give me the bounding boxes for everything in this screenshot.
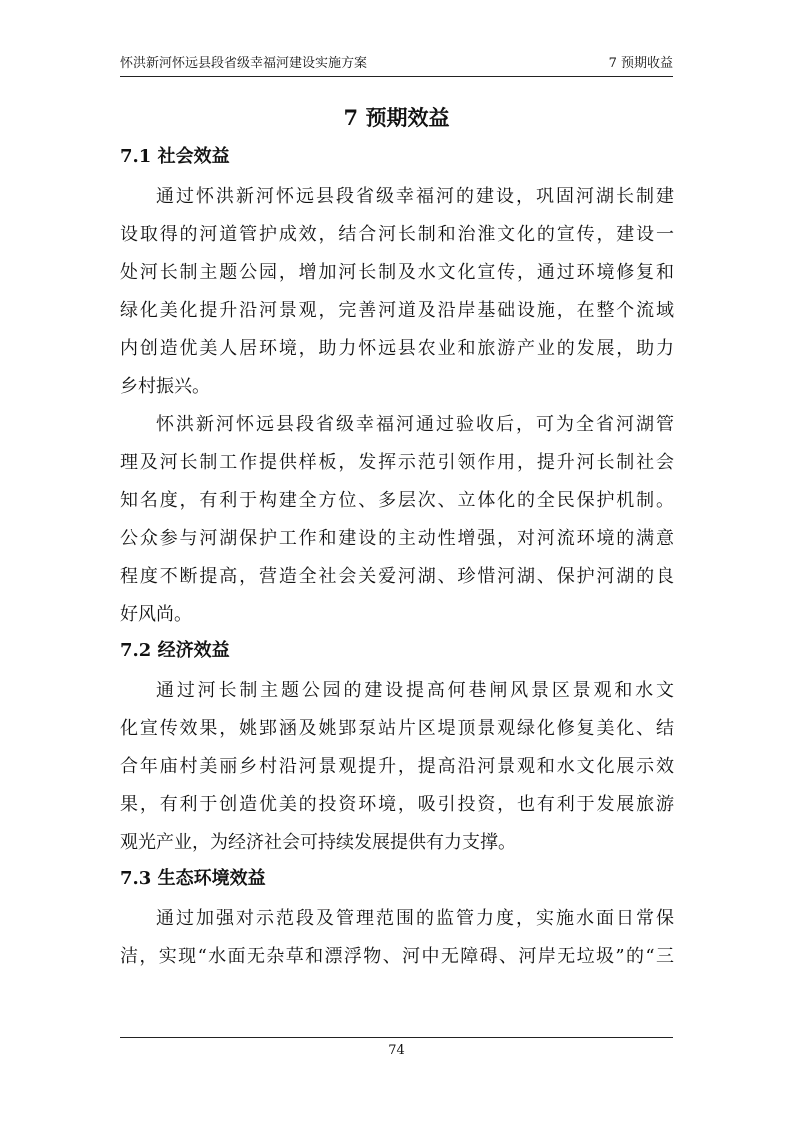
text-line: 绿化美化提升沿河景观，完善河道及沿岸基础设施，在整个流域 (120, 300, 674, 321)
section-title-economic: 7.2 经济效益 (120, 640, 230, 661)
paragraph (120, 900, 674, 976)
header-divider (120, 76, 673, 77)
text-line: 内创造优美人居环境，助力怀远县农业和旅游产业的发展，助力 (120, 338, 674, 359)
document-body (120, 140, 674, 976)
text-line: 合年庙村美丽乡村沿河景观提升，提高沿河景观和水文化展示效 (120, 756, 674, 777)
text-line: 知名度，有利于构建全方位、多层次、立体化的全民保护机制。 (120, 490, 674, 511)
text-line: 化宣传效果，姚郢涵及姚郢泵站片区堤顶景观绿化修复美化、结 (120, 718, 674, 739)
section-title-ecological: 7.3 生态环境效益 (120, 868, 266, 889)
header-chapter-label: 7 预期收益 (608, 56, 673, 71)
text-line: 果，有利于创造优美的投资环境，吸引投资，也有利于发展旅游 (120, 794, 674, 815)
chapter-title: 7 预期效益 (343, 105, 450, 130)
section-title-social: 7.1 社会效益 (120, 146, 230, 167)
text-line: 通过河长制主题公园的建设提高何巷闸风景区景观和水文 (156, 680, 674, 701)
text-line: 处河长制主题公园，增加河长制及水文化宣传，通过环境修复和 (120, 262, 674, 283)
text-line: 乡村振兴。 (120, 376, 210, 397)
page-header (120, 53, 673, 75)
paragraph (120, 178, 674, 406)
text-line: 通过怀洪新河怀远县段省级幸福河的建设，巩固河湖长制建 (156, 186, 674, 207)
paragraph (120, 406, 674, 634)
page-number: 74 (388, 1043, 405, 1058)
text-line: 好风尚。 (120, 604, 192, 625)
paragraph (120, 672, 674, 862)
header-document-title: 怀洪新河怀远县段省级幸福河建设实施方案 (120, 56, 368, 71)
text-line: 通过加强对示范段及管理范围的监管力度，实施水面日常保 (156, 908, 674, 929)
text-line: 程度不断提高，营造全社会关爱河湖、珍惜河湖、保护河湖的良 (120, 566, 674, 587)
text-line: 怀洪新河怀远县段省级幸福河通过验收后，可为全省河湖管 (156, 414, 674, 435)
text-line: 设取得的河道管护成效，结合河长制和治淮文化的宣传，建设一 (120, 224, 674, 245)
text-line: 理及河长制工作提供样板，发挥示范引领作用，提升河长制社会 (120, 452, 674, 473)
text-line: 洁，实现“水面无杂草和漂浮物、河中无障碍、河岸无垃圾”的“三 (120, 946, 674, 967)
footer-divider (120, 1037, 673, 1038)
text-line: 观光产业，为经济社会可持续发展提供有力支撑。 (120, 832, 516, 853)
text-line: 公众参与河湖保护工作和建设的主动性增强，对河流环境的满意 (120, 528, 674, 549)
